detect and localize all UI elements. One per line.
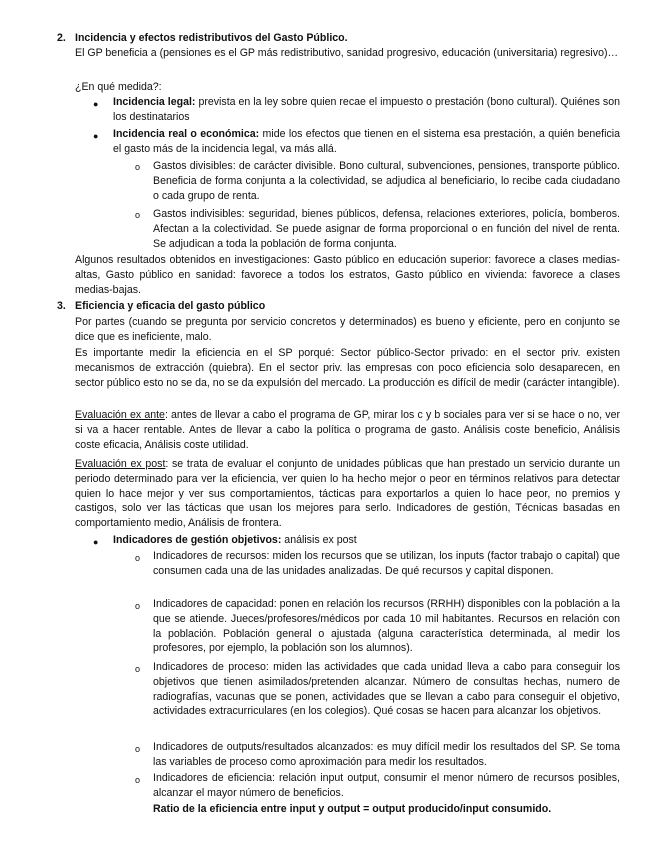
circle-bullet-icon: o [135,553,141,563]
ratio-eficiencia: Ratio de la eficiencia entre input y output = output producido/input consumido. [153,803,552,815]
section-3-number: 3. [57,300,66,312]
indicador-recursos: Indicadores de recursos: miden los recursos que se utilizan, los inputs (factor trabajo o capital) que consumen cada una de las unidades analizadas. De qué recursos y capital disponen. [153,550,620,577]
bullet-indicadores-gestion [113,533,620,548]
bullet-text: prevista en la ley sobre quien recae el impuesto o prestación (bono cultural). Quiénes son los destinatarios [113,96,620,123]
section-3-title: Eficiencia y eficacia del gasto público [75,300,266,312]
subitem-gastos-divisibles: Gastos divisibles: de carácter divisible. Bono cultural, subvenciones, pensiones, transporte público. Beneficia de forma conjunta a la colectividad, se adjudica al beneficiario, lo recibe cada ciudadano o cada grupo de renta. [153,160,620,202]
bullet-incidencia-real [113,127,620,157]
bullet-text: mide los efectos que tienen en el sistema esa prestación, a quién beneficia el gasto más de la incidencia legal, va más allá. [113,128,620,155]
section-2-results: Algunos resultados obtenidos en investigaciones: Gasto público en educación superior: favorece a clases medias-altas, Gasto público en sanidad: favorece a todos los estratos, Gasto público en vivienda: favorece a clases medias-bajas. [75,254,620,296]
bullet-label: Incidencia real o económica: [113,128,260,140]
bullet-incidencia-legal [113,95,620,125]
indicador-outputs: Indicadores de outputs/resultados alcanzados: es muy difícil medir los resultados del SP. Se toma las variables de proceso como aproximación para medir los resultados. [153,741,620,768]
section-2-intro: El GP beneficia a (pensiones es el GP más redistributivo, sanidad progresivo, educación (universitaria) regresivo)… [75,47,619,59]
evaluacion-ex-ante [75,408,620,452]
circle-bullet-icon: o [135,162,141,172]
ex-ante-label: Evaluación ex ante [75,409,165,421]
section-3-paragraph-2: Es importante medir la eficiencia en el SP porqué: Sector público-Sector privado: en el sector priv. existen mecanismos de extracción (quiebra). En el sector priv. las empresas con poco eficiencia solo desaparecen, en sector público esto no se da, no se da expulsión del mercado. La producción es difícil de medir (carácter intangible). [75,347,620,389]
section-2-question: ¿En qué medida?: [75,81,162,93]
subitem-gastos-indivisibles: Gastos indivisibles: seguridad, bienes públicos, defensa, relaciones exteriores, policía, bomberos. Afectan a la colectividad. Se puede asignar de forma proporcional o en función del nivel de renta. Se adjudican a toda la población de forma conjunta. [153,208,620,250]
indicador-eficiencia: Indicadores de eficiencia: relación input output, consumir el menor número de recursos posibles, alcanzar el mayor número de beneficios. [153,772,620,799]
section-2-title: Incidencia y efectos redistributivos del Gasto Público. [75,32,348,44]
indicador-proceso: Indicadores de proceso: miden las actividades que cada unidad lleva a cabo para conseguir los objetivos que tienen asimilados/pretenden alcanzar. Número de consultas hechas, numero de radiografías, vacunas que se ponen, actividades que se llevan a cabo para conseguir el objetivo, actividades extracurriculares (en los colegios). Qué cosas se hacen para alcanzar los objetivos. [153,661,620,718]
circle-bullet-icon: o [135,744,141,754]
section-3-paragraph-1: Por partes (cuando se pregunta por servicio concretos y determinados) es bueno y eficiente, pero en conjunto se dice que es ineficiente, malo. [75,316,620,343]
bullet-text: análisis ex post [281,534,357,546]
bullet-icon: ● [93,537,99,547]
indicador-capacidad: Indicadores de capacidad: ponen en relación los recursos (RRHH) disponibles con la población a la que se atiende. Jueces/profesores/médicos por cada 10 mil habitantes. Recursos en relación con la población. Población general o ajustada (alguna característica determinada, al medir los profesores, por ejemplo, la población son los alumnos). [153,598,620,655]
circle-bullet-icon: o [135,664,141,674]
section-2-number: 2. [57,32,66,44]
bullet-icon: ● [93,99,99,109]
ex-post-text: : se trata de evaluar el conjunto de unidades públicas que han prestado un servicio durante un periodo determinado para ver la eficiencia, ver quien lo ha hecho mejor o peor en términos relativos para detectar quien lo hace mejor y ver sus comportamientos, tácticas para exportarlos a quien lo hace peor, no premios y castigos, solo ver las tácticas que usan los mejores para serlo. Indicadores de gestión, Técnicas basadas en comportamiento medio, Análisis de frontera. [75,458,620,530]
ex-ante-text: : antes de llevar a cabo el programa de GP, mirar los c y b sociales para ver si se hace o no, ver si va a hacer rentable. Antes de llevar a cabo la política o programa de gasto. Análisis coste beneficio, Análisis coste eficacia, Análisis coste utilidad. [75,409,620,451]
circle-bullet-icon: o [135,601,141,611]
bullet-label: Incidencia legal: [113,96,196,108]
ex-post-label: Evaluación ex post [75,458,166,470]
bullet-label: Indicadores de gestión objetivos: [113,534,282,546]
circle-bullet-icon: o [135,210,141,220]
bullet-icon: ● [93,131,99,141]
evaluacion-ex-post [75,457,620,531]
circle-bullet-icon: o [135,775,141,785]
